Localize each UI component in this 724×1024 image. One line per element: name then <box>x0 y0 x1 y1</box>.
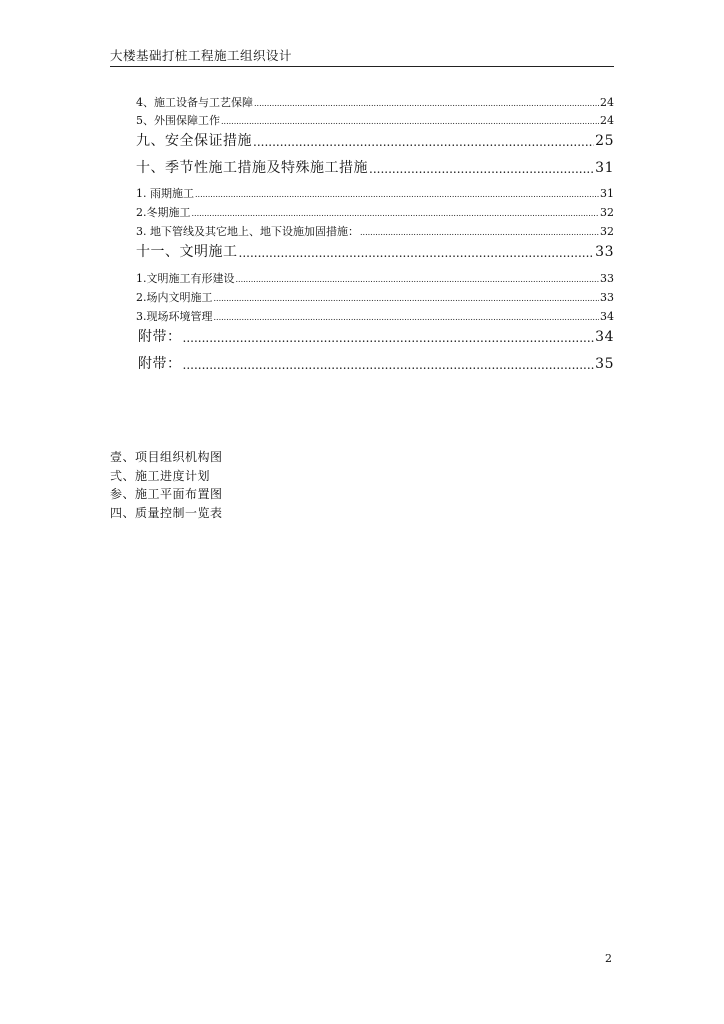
toc-entry[interactable] <box>138 355 614 373</box>
toc-entry-label: 十、季节性施工措施及特殊施工措施 <box>136 160 368 176</box>
toc-entry-label: 十一、文明施工 <box>136 244 238 260</box>
toc-entry-page: 33 <box>600 272 614 285</box>
toc-entry-label: 2.冬期施工 <box>136 206 191 219</box>
dot-leader <box>183 331 595 346</box>
toc-entry-label: 2.场内文明施工 <box>136 291 213 304</box>
toc-entry-label: 九、安全保证措施 <box>136 133 252 149</box>
toc-entry[interactable] <box>136 159 614 177</box>
document-title: 大楼基础打桩工程施工组织设计 <box>110 48 293 63</box>
dot-leader <box>360 227 599 239</box>
dot-leader <box>369 162 594 177</box>
dot-leader <box>195 189 599 201</box>
toc-entry[interactable] <box>136 206 614 220</box>
toc-entry-label: 1. 雨期施工 <box>136 187 194 200</box>
toc-entry[interactable] <box>138 328 614 346</box>
toc-entry-page: 24 <box>600 114 614 127</box>
toc-entry-label: 附带： <box>138 329 182 345</box>
toc-entry-page: 31 <box>595 160 614 176</box>
toc-entry-page: 24 <box>600 96 614 109</box>
toc-entry-page: 35 <box>595 356 614 372</box>
appendix-item: 弍、施工进度计划 <box>110 468 211 483</box>
toc-entry[interactable] <box>136 225 614 239</box>
toc-entry-page: 33 <box>595 244 614 260</box>
dot-leader <box>183 358 595 373</box>
appendix-item: 参、施工平面布置图 <box>110 487 223 501</box>
toc-entry[interactable] <box>136 187 614 201</box>
toc-entry-page: 33 <box>600 291 614 304</box>
dot-leader <box>236 274 600 286</box>
toc-entry[interactable] <box>136 96 614 110</box>
toc-entry[interactable] <box>136 272 614 286</box>
toc-entry-page: 25 <box>595 133 614 149</box>
toc-entry[interactable] <box>136 310 614 324</box>
toc-entry-label: 3.现场环境管理 <box>136 310 213 323</box>
dot-leader <box>192 208 600 220</box>
dot-leader <box>239 246 595 261</box>
appendix-item: 壹、项目组织机构图 <box>110 450 223 464</box>
toc-entry-page: 34 <box>595 329 614 345</box>
toc-entry-label: 4、施工设备与工艺保障 <box>136 96 253 109</box>
toc-entry[interactable] <box>136 114 614 128</box>
toc-entry-label: 3. 地下管线及其它地上、地下设施加固措施： <box>136 225 359 238</box>
appendix-list <box>110 448 223 522</box>
toc-entry[interactable] <box>136 243 614 261</box>
toc-entry-page: 34 <box>600 310 614 323</box>
toc-entry[interactable] <box>136 132 614 150</box>
table-of-contents <box>0 0 724 380</box>
toc-entry-label: 5、外围保障工作 <box>136 114 220 127</box>
dot-leader <box>214 312 600 324</box>
toc-entry[interactable] <box>136 291 614 305</box>
toc-entry-page: 32 <box>600 206 614 219</box>
toc-entry-page: 31 <box>600 187 614 200</box>
toc-entry-label: 附带： <box>138 356 182 372</box>
toc-entry-page: 32 <box>600 225 614 238</box>
dot-leader <box>253 135 594 150</box>
dot-leader <box>221 116 599 128</box>
appendix-item: 四、质量控制一览表 <box>110 505 223 520</box>
dot-leader <box>254 98 599 110</box>
page-number: 2 <box>605 952 612 965</box>
dot-leader <box>214 293 600 305</box>
toc-entry-label: 1.文明施工有形建设 <box>136 272 235 285</box>
